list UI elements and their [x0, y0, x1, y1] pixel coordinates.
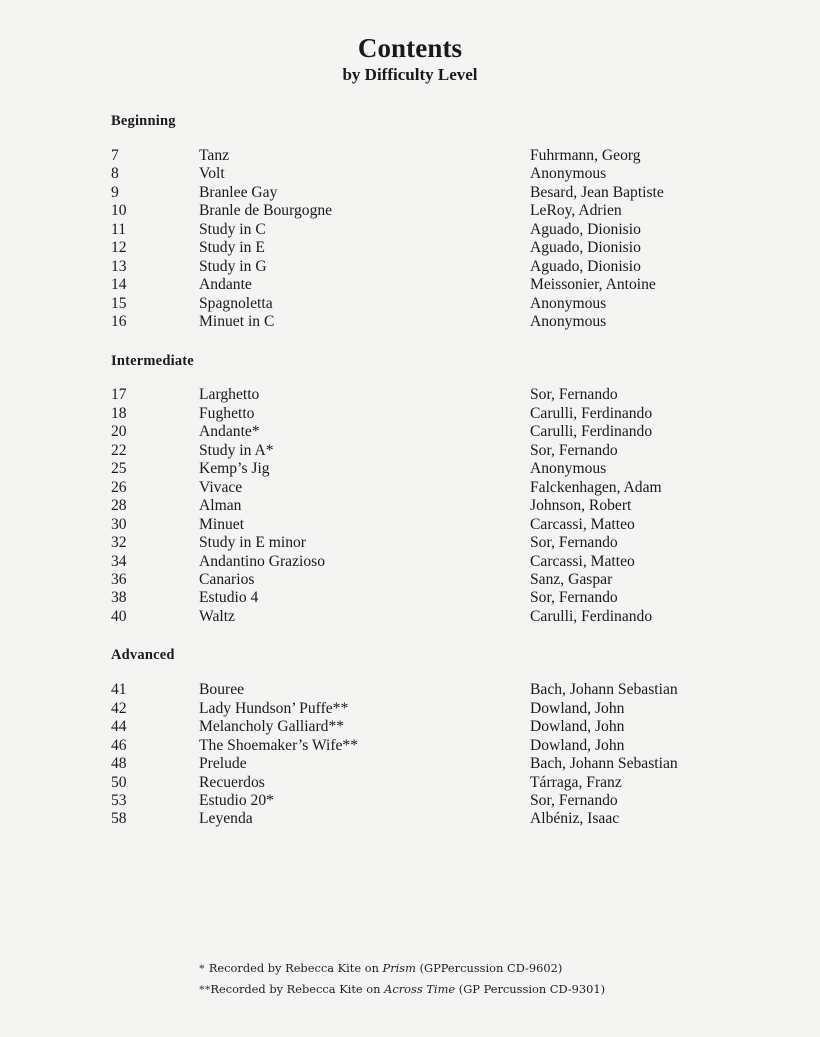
- entry-page-number: 14: [111, 276, 127, 294]
- entry-list: [111, 386, 780, 626]
- entry-title: Vivace: [199, 478, 243, 496]
- entry-composer: Meissonier, Antoine: [530, 276, 656, 294]
- entry-page-number: 9: [111, 183, 119, 201]
- entry-composer: Sor, Fernando: [530, 386, 618, 404]
- entry-composer: Sor, Fernando: [530, 589, 618, 607]
- entry-composer: Anonymous: [530, 460, 607, 478]
- entry-title: Prelude: [199, 755, 247, 773]
- entry-composer: Anonymous: [530, 313, 607, 331]
- toc-section: [111, 648, 780, 829]
- entry-list: [111, 681, 780, 829]
- entry-composer: Dowland, John: [530, 736, 625, 754]
- toc-entry[interactable]: [111, 313, 780, 331]
- entry-composer: Falckenhagen, Adam: [530, 478, 662, 496]
- toc-entry[interactable]: [111, 386, 780, 404]
- entry-title: Tanz: [199, 146, 230, 164]
- entry-composer: Albéniz, Isaac: [530, 810, 620, 828]
- entry-title: Bouree: [199, 681, 245, 699]
- entry-title: Volt: [199, 165, 225, 183]
- toc-entry[interactable]: [111, 276, 780, 294]
- toc-entry[interactable]: [111, 405, 780, 423]
- entry-page-number: 36: [111, 570, 127, 588]
- toc-entry[interactable]: [111, 810, 780, 828]
- entry-page-number: 16: [111, 313, 127, 331]
- toc-entry[interactable]: [111, 755, 780, 773]
- page-subtitle: by Difficulty Level: [342, 65, 478, 85]
- toc-entry[interactable]: [111, 239, 780, 257]
- toc-entry[interactable]: [111, 442, 780, 460]
- footnote-text-before: Recorded by Rebecca Kite on: [205, 961, 383, 975]
- footnote-marker: **: [199, 983, 211, 996]
- toc-entry[interactable]: [111, 534, 780, 552]
- page-title: Contents: [357, 33, 463, 63]
- entry-title: Leyenda: [199, 810, 253, 828]
- entry-page-number: 13: [111, 257, 127, 275]
- toc-entry[interactable]: [111, 589, 780, 607]
- entry-page-number: 20: [111, 423, 127, 441]
- entry-page-number: 34: [111, 552, 127, 570]
- toc-entry[interactable]: [111, 165, 780, 183]
- entry-title: Melancholy Galliard**: [199, 718, 345, 736]
- entry-title: Study in A*: [199, 441, 274, 459]
- footnote-text-after: (GP Percussion CD-9301): [455, 981, 606, 996]
- entry-title: Andante: [199, 276, 252, 294]
- entry-page-number: 10: [111, 202, 127, 220]
- toc-entry[interactable]: [111, 571, 780, 589]
- entry-title: Study in E: [199, 239, 265, 257]
- entry-page-number: 48: [111, 755, 127, 773]
- entry-composer: Aguado, Dionisio: [530, 239, 641, 257]
- entry-page-number: 46: [111, 736, 127, 754]
- footnote-album-title: Across Time: [384, 981, 456, 996]
- entry-page-number: 8: [111, 165, 119, 183]
- entry-composer: Fuhrmann, Georg: [530, 146, 641, 164]
- entry-page-number: 11: [111, 220, 127, 238]
- entry-page-number: 25: [111, 460, 127, 478]
- entry-page-number: 15: [111, 294, 127, 312]
- entry-composer: Carulli, Ferdinando: [530, 423, 653, 441]
- entry-composer: Bach, Johann Sebastian: [530, 681, 678, 699]
- toc-entry[interactable]: [111, 737, 780, 755]
- entry-title: Kemp’s Jig: [199, 460, 270, 478]
- entry-page-number: 58: [111, 810, 127, 828]
- toc-entry[interactable]: [111, 718, 780, 736]
- entry-page-number: 38: [111, 589, 127, 607]
- footnote-text-after: (GPPercussion CD-9602): [415, 961, 563, 975]
- toc-entry[interactable]: [111, 460, 780, 478]
- entry-composer: Sor, Fernando: [530, 791, 618, 809]
- entry-title: Branle de Bourgogne: [199, 202, 333, 220]
- entry-page-number: 32: [111, 534, 127, 552]
- footnote-text-before: Recorded by Rebecca Kite on: [210, 981, 385, 996]
- entry-title: Waltz: [199, 607, 235, 625]
- entry-composer: Anonymous: [530, 165, 607, 183]
- entry-composer: Aguado, Dionisio: [530, 257, 641, 275]
- entry-page-number: 50: [111, 773, 127, 791]
- entry-title: Branlee Gay: [199, 183, 278, 201]
- entry-title: Alman: [199, 497, 242, 515]
- entry-composer: Sor, Fernando: [530, 534, 618, 552]
- entry-page-number: 18: [111, 404, 127, 422]
- entry-composer: Aguado, Dionisio: [530, 220, 641, 238]
- footnote: [199, 959, 605, 980]
- entry-composer: Besard, Jean Baptiste: [530, 183, 664, 201]
- entry-title: Larghetto: [199, 386, 260, 404]
- toc-entry[interactable]: [111, 295, 780, 313]
- entry-composer: Sor, Fernando: [530, 441, 618, 459]
- entry-page-number: 12: [111, 239, 127, 257]
- toc-entry[interactable]: [111, 553, 780, 571]
- entry-page-number: 7: [111, 146, 119, 164]
- toc-entry[interactable]: [111, 497, 780, 515]
- entry-composer: Dowland, John: [530, 718, 625, 736]
- toc-entry[interactable]: [111, 184, 780, 202]
- entry-page-number: 42: [111, 699, 127, 717]
- footnote-marker: *: [199, 963, 206, 975]
- toc-entry[interactable]: [111, 774, 780, 792]
- toc-section: [111, 354, 780, 627]
- entry-page-number: 22: [111, 441, 127, 459]
- entry-page-number: 28: [111, 497, 127, 515]
- entry-composer: Anonymous: [530, 294, 607, 312]
- toc-entry[interactable]: [111, 681, 780, 699]
- entry-title: Study in G: [199, 257, 267, 275]
- entry-composer: Carcassi, Matteo: [530, 515, 635, 533]
- entry-composer: Bach, Johann Sebastian: [530, 755, 678, 773]
- entry-composer: Dowland, John: [530, 699, 625, 717]
- entry-title: Estudio 20*: [199, 791, 274, 809]
- entry-page-number: 30: [111, 515, 127, 533]
- entry-page-number: 17: [111, 386, 127, 404]
- entry-title: Recuerdos: [199, 773, 265, 791]
- title-block: [0, 0, 820, 85]
- entry-title: The Shoemaker’s Wife**: [199, 736, 359, 754]
- entry-composer: Carulli, Ferdinando: [530, 607, 653, 625]
- entry-title: Minuet: [199, 515, 245, 533]
- entry-title: Fughetto: [199, 404, 255, 422]
- section-heading: Beginning: [111, 113, 176, 130]
- entry-composer: Sanz, Gaspar: [530, 570, 613, 588]
- toc-entry[interactable]: [111, 792, 780, 810]
- toc-entry[interactable]: [111, 423, 780, 441]
- table-of-contents: [0, 114, 820, 829]
- toc-entry[interactable]: [111, 516, 780, 534]
- entry-title: Estudio 4: [199, 589, 259, 607]
- entry-page-number: 53: [111, 791, 127, 809]
- entry-title: Minuet in C: [199, 313, 275, 331]
- entry-title: Study in C: [199, 220, 266, 238]
- entry-page-number: 26: [111, 478, 127, 496]
- entry-title: Spagnoletta: [199, 294, 273, 312]
- toc-entry[interactable]: [111, 202, 780, 220]
- toc-entry[interactable]: [111, 700, 780, 718]
- entry-composer: Tárraga, Franz: [530, 773, 622, 791]
- entry-composer: Carcassi, Matteo: [530, 552, 635, 570]
- entry-composer: LeRoy, Adrien: [530, 202, 622, 220]
- toc-entry[interactable]: [111, 608, 780, 626]
- entry-composer: Carulli, Ferdinando: [530, 404, 653, 422]
- entry-title: Andantino Grazioso: [199, 552, 326, 570]
- footnote: [199, 980, 605, 1001]
- entry-list: [111, 147, 780, 332]
- entry-page-number: 40: [111, 607, 127, 625]
- section-heading: Intermediate: [111, 352, 194, 369]
- entry-page-number: 41: [111, 681, 127, 699]
- footnotes: [199, 959, 605, 1000]
- toc-section: [111, 114, 780, 331]
- section-heading: Advanced: [111, 647, 175, 664]
- toc-entry[interactable]: [111, 147, 780, 165]
- entry-composer: Johnson, Robert: [530, 497, 632, 515]
- toc-entry[interactable]: [111, 221, 780, 239]
- toc-entry[interactable]: [111, 479, 780, 497]
- footnote-album-title: Prism: [382, 961, 416, 975]
- entry-title: Canarios: [199, 570, 255, 588]
- entry-page-number: 44: [111, 718, 127, 736]
- entry-title: Study in E minor: [199, 534, 306, 552]
- toc-entry[interactable]: [111, 258, 780, 276]
- entry-title: Andante*: [199, 423, 260, 441]
- entry-title: Lady Hundson’ Puffe**: [199, 699, 349, 717]
